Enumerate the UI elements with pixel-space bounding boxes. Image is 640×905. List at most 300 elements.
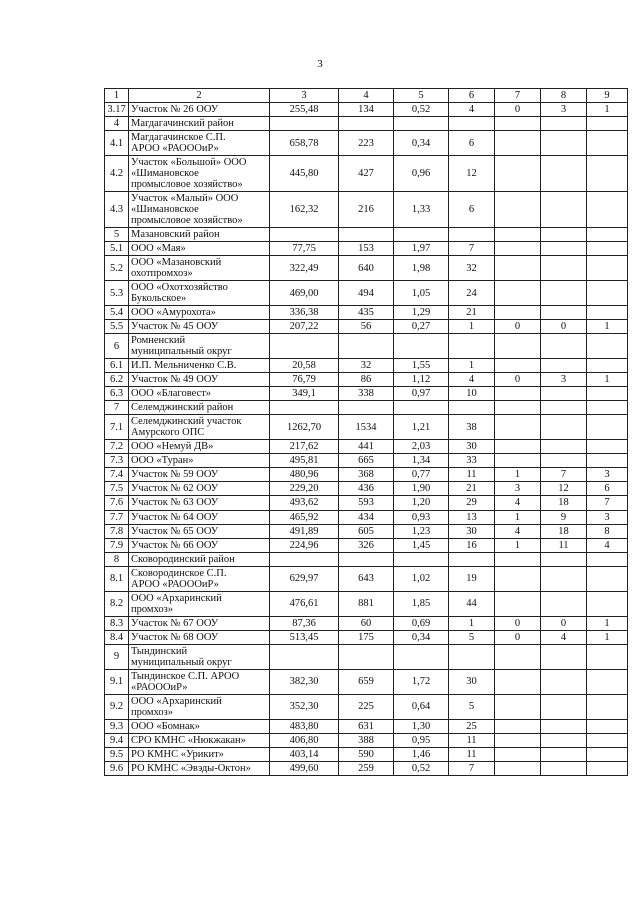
cell-col-6 [449,552,495,566]
cell-col-3 [270,552,339,566]
cell-row-name [129,468,270,482]
cell-col-7 [495,256,541,281]
cell-col-7 [495,524,541,538]
cell-row-number [105,524,129,538]
cell-text: 11 [466,469,477,481]
cell-col-7 [495,440,541,454]
cell-col-4 [339,510,394,524]
cell-col-4 [339,320,394,334]
table-row [105,616,628,630]
cell-text: ООО «Немуй ДВ» [131,441,214,453]
cell-text: 134 [358,104,374,116]
cell-text: 499,60 [289,762,319,774]
cell-text: 513,45 [289,631,319,643]
cell-col-4 [339,747,394,761]
cell-text: 1 [468,321,475,333]
cell-col-7 [495,482,541,496]
cell-text: 7.6 [109,497,124,509]
table-row [105,103,628,117]
cell-col-6 [449,387,495,401]
cell-text: Участок № 68 ООУ [131,631,219,643]
cell-text: 465,92 [289,511,319,523]
cell-text: 3 [560,374,567,386]
cell-text: 1 [514,511,521,523]
table-row [105,510,628,524]
cell-text: 7 [113,402,120,414]
cell-col-9 [587,242,628,256]
cell-col-8 [541,761,587,775]
cell-col-8 [541,440,587,454]
cell-text: 0,69 [411,617,431,629]
cell-col-7 [495,359,541,373]
cell-col-9 [587,440,628,454]
cell-row-name [129,733,270,747]
cell-text: 336,38 [289,307,319,319]
cell-text: 33 [466,455,477,467]
cell-row-name [129,538,270,552]
cell-text: 255,48 [289,104,319,116]
cell-col-5 [394,591,449,616]
cell-col-9 [587,334,628,359]
cell-text: Участок № 49 ООУ [131,374,219,386]
cell-col-3 [270,669,339,694]
cell-text: 7.9 [109,539,124,551]
cell-text: 7 [468,762,475,774]
cell-text: 224,96 [289,539,319,551]
cell-row-number [105,440,129,454]
cell-text: 19 [466,573,477,585]
cell-text: 1 [604,374,610,386]
cell-text: Мазановский район [131,229,220,241]
cell-text: 9.4 [109,734,124,746]
cell-col-8 [541,256,587,281]
cell-col-5 [394,228,449,242]
cell-col-5 [394,306,449,320]
cell-text: 445,80 [289,168,319,180]
table-row [105,747,628,761]
cell-col-8 [541,131,587,156]
cell-text: 20,58 [292,360,316,372]
cell-text: 7.3 [109,455,124,467]
cell-text: 0,96 [411,168,431,180]
cell-text: 18 [558,525,569,537]
table-row [105,359,628,373]
cell-text: 6 [113,340,120,352]
cell-row-number [105,761,129,775]
cell-col-5 [394,496,449,510]
cell-col-9 [587,306,628,320]
cell-col-9 [587,103,628,117]
cell-text: 11 [466,748,477,760]
cell-col-7 [495,510,541,524]
cell-row-name [129,256,270,281]
cell-text: 0,34 [411,631,431,643]
cell-text: 0,93 [411,511,431,523]
cell-col-5 [394,468,449,482]
table-row [105,131,628,156]
cell-text: 0 [514,617,521,629]
cell-text: 7.8 [109,525,124,537]
cell-col-4 [339,334,394,359]
cell-col-9 [587,401,628,415]
cell-text: 217,62 [289,441,319,453]
cell-text: 21 [466,307,477,319]
cell-col-8 [541,117,587,131]
cell-text: Участок № 26 ООУ [131,104,219,116]
cell-col-5 [394,538,449,552]
cell-col-5 [394,281,449,306]
cell-col-3 [270,630,339,644]
cell-text: 77,75 [292,243,316,255]
cell-text: 7.7 [109,511,124,523]
table-row [105,468,628,482]
cell-text: Сковородинский район [131,553,235,565]
table-row [105,242,628,256]
cell-row-name [129,616,270,630]
cell-col-3 [270,334,339,359]
cell-row-name [129,387,270,401]
cell-col-9 [587,524,628,538]
cell-text: 0 [514,631,521,643]
cell-col-9 [587,630,628,644]
cell-col-5 [394,440,449,454]
cell-text: 6.1 [109,360,124,372]
cell-text: Магдагачинское С.П. АРОО «РАОООиР» [131,132,226,155]
cell-text: 1,30 [411,720,431,732]
cell-row-number [105,538,129,552]
cell-col-5 [394,719,449,733]
cell-row-number [105,616,129,630]
cell-row-name [129,117,270,131]
table-row [105,496,628,510]
cell-col-5 [394,373,449,387]
cell-text: 32 [466,262,477,274]
cell-text: 44 [466,598,477,610]
cell-col-4 [339,591,394,616]
cell-row-name [129,401,270,415]
header-cell: 5 [394,89,449,103]
table-row [105,566,628,591]
cell-text: 643 [358,573,374,585]
cell-col-7 [495,616,541,630]
data-table [104,88,628,776]
cell-col-3 [270,242,339,256]
cell-text: 6.2 [109,374,124,386]
cell-col-6 [449,415,495,440]
cell-col-4 [339,192,394,228]
cell-col-6 [449,496,495,510]
cell-text: 1,29 [411,307,431,319]
cell-row-number [105,733,129,747]
cell-col-6 [449,192,495,228]
cell-text: 494 [358,287,374,299]
cell-text: 60 [360,617,372,629]
cell-col-3 [270,192,339,228]
cell-row-name [129,359,270,373]
cell-text: 229,20 [289,483,319,495]
cell-text: 1,21 [411,421,431,433]
cell-col-6 [449,359,495,373]
cell-text: ООО «Охотхозяйство Букольское» [131,282,228,305]
cell-col-9 [587,320,628,334]
cell-text: 8 [113,553,120,565]
table-row [105,156,628,192]
cell-text: 3 [560,104,567,116]
cell-col-5 [394,156,449,192]
cell-text: Участок «Малый» ООО «Шимановское промысловое хозяйство» [131,193,243,227]
cell-row-name [129,482,270,496]
cell-row-number [105,669,129,694]
cell-col-7 [495,591,541,616]
cell-col-3 [270,440,339,454]
cell-col-5 [394,192,449,228]
cell-text: 1,45 [411,539,431,551]
cell-col-9 [587,415,628,440]
cell-text: 1 [604,631,610,643]
table-row [105,733,628,747]
cell-col-9 [587,566,628,591]
cell-text: 1 [514,469,521,481]
cell-col-6 [449,482,495,496]
cell-text: И.П. Мельниченко С.В. [131,360,237,372]
cell-row-number [105,694,129,719]
cell-col-9 [587,510,628,524]
cell-text: 1 [468,360,475,372]
cell-col-4 [339,373,394,387]
cell-text: ООО «Архаринский промхоз» [131,592,222,615]
cell-col-5 [394,669,449,694]
cell-col-9 [587,117,628,131]
cell-text: 9.1 [109,676,124,688]
table-row [105,482,628,496]
cell-text: 1,98 [411,262,431,274]
table-row [105,256,628,281]
cell-text: 0 [514,374,521,386]
cell-col-9 [587,733,628,747]
cell-col-9 [587,228,628,242]
cell-col-3 [270,747,339,761]
cell-col-7 [495,468,541,482]
cell-col-7 [495,103,541,117]
cell-row-name [129,747,270,761]
cell-text: 352,30 [289,701,319,713]
cell-col-6 [449,669,495,694]
cell-text: 434 [358,511,374,523]
cell-text: 76,79 [292,374,316,386]
cell-text: 5 [113,229,120,241]
cell-text: Участок № 67 ООУ [131,617,219,629]
cell-col-4 [339,538,394,552]
cell-col-3 [270,320,339,334]
cell-row-name [129,524,270,538]
cell-col-5 [394,644,449,669]
cell-text: Участок № 62 ООУ [131,483,219,495]
cell-col-4 [339,524,394,538]
cell-text: 1 [514,539,521,551]
cell-text: 9 [113,651,120,663]
cell-row-name [129,156,270,192]
cell-text: ООО «Туран» [131,455,194,467]
cell-text: 18 [558,497,569,509]
cell-row-name [129,669,270,694]
cell-col-9 [587,373,628,387]
cell-col-3 [270,454,339,468]
cell-row-number [105,103,129,117]
cell-col-8 [541,334,587,359]
cell-text: 5.5 [109,321,124,333]
cell-col-5 [394,387,449,401]
cell-text: 338 [358,388,374,400]
cell-col-3 [270,616,339,630]
cell-col-3 [270,761,339,775]
cell-col-4 [339,566,394,591]
cell-text: 659 [358,676,374,688]
cell-text: 4.3 [109,204,124,216]
cell-text: 0,34 [411,137,431,149]
cell-col-9 [587,387,628,401]
cell-text: 388 [358,734,374,746]
cell-col-7 [495,401,541,415]
cell-col-3 [270,510,339,524]
cell-text: 1,23 [411,525,431,537]
cell-text: Участок № 64 ООУ [131,511,219,523]
cell-col-9 [587,468,628,482]
cell-text: 12 [466,168,477,180]
cell-col-5 [394,117,449,131]
cell-row-number [105,454,129,468]
table-row [105,320,628,334]
table-row [105,387,628,401]
cell-col-4 [339,761,394,775]
cell-col-3 [270,496,339,510]
cell-col-3 [270,524,339,538]
cell-col-4 [339,496,394,510]
cell-col-5 [394,510,449,524]
cell-row-name [129,320,270,334]
cell-col-5 [394,524,449,538]
cell-text: 1262,70 [286,421,322,433]
cell-col-8 [541,281,587,306]
table-row [105,644,628,669]
cell-text: 658,78 [289,137,319,149]
cell-row-number [105,468,129,482]
table-row [105,373,628,387]
cell-col-3 [270,591,339,616]
cell-row-number [105,415,129,440]
cell-col-7 [495,733,541,747]
cell-col-7 [495,306,541,320]
cell-col-5 [394,401,449,415]
cell-text: 1,34 [411,455,431,467]
cell-text: 8 [604,525,610,537]
cell-col-6 [449,334,495,359]
cell-col-9 [587,281,628,306]
cell-row-number [105,281,129,306]
cell-text: 4 [514,525,521,537]
cell-col-8 [541,552,587,566]
cell-col-8 [541,373,587,387]
cell-col-3 [270,719,339,733]
cell-col-9 [587,644,628,669]
cell-text: 493,62 [289,497,319,509]
table-row [105,334,628,359]
cell-text: 435 [358,307,374,319]
cell-row-number [105,552,129,566]
cell-row-number [105,228,129,242]
cell-col-9 [587,192,628,228]
cell-text: 1,02 [411,573,431,585]
cell-col-5 [394,566,449,591]
cell-text: 0,64 [411,701,431,713]
cell-text: 38 [466,421,477,433]
cell-col-3 [270,117,339,131]
cell-text: 4 [468,104,475,116]
header-cell: 8 [541,89,587,103]
cell-col-6 [449,644,495,669]
cell-col-6 [449,256,495,281]
table-row [105,591,628,616]
cell-text: 11 [466,734,477,746]
cell-col-4 [339,669,394,694]
cell-text: Магдагачинский район [131,118,234,130]
cell-row-name [129,552,270,566]
cell-col-5 [394,482,449,496]
table-row [105,401,628,415]
cell-text: 0,52 [411,104,431,116]
cell-text: ООО «Благовест» [131,388,212,400]
cell-text: 0 [560,617,567,629]
cell-text: 382,30 [289,676,319,688]
cell-col-8 [541,156,587,192]
cell-col-6 [449,591,495,616]
cell-text: 0,95 [411,734,431,746]
header-cell: 1 [105,89,129,103]
cell-text: 3 [514,483,521,495]
cell-row-name [129,334,270,359]
cell-col-6 [449,694,495,719]
cell-row-number [105,192,129,228]
cell-row-number [105,387,129,401]
header-cell: 9 [587,89,628,103]
cell-col-5 [394,131,449,156]
cell-col-8 [541,454,587,468]
cell-col-8 [541,496,587,510]
cell-text: 8.1 [109,573,124,585]
cell-col-8 [541,510,587,524]
cell-col-6 [449,320,495,334]
cell-text: 11 [558,539,569,551]
cell-col-4 [339,468,394,482]
cell-col-9 [587,538,628,552]
cell-text: 441 [358,441,374,453]
cell-col-9 [587,616,628,630]
cell-col-8 [541,538,587,552]
table-row [105,415,628,440]
cell-col-4 [339,440,394,454]
cell-row-number [105,359,129,373]
cell-col-5 [394,761,449,775]
cell-text: 9 [560,511,567,523]
cell-text: 216 [358,204,374,216]
cell-row-name [129,591,270,616]
cell-col-6 [449,156,495,192]
cell-row-number [105,256,129,281]
cell-col-8 [541,694,587,719]
cell-text: 4.2 [109,168,124,180]
table-row [105,192,628,228]
cell-col-6 [449,228,495,242]
cell-col-7 [495,538,541,552]
